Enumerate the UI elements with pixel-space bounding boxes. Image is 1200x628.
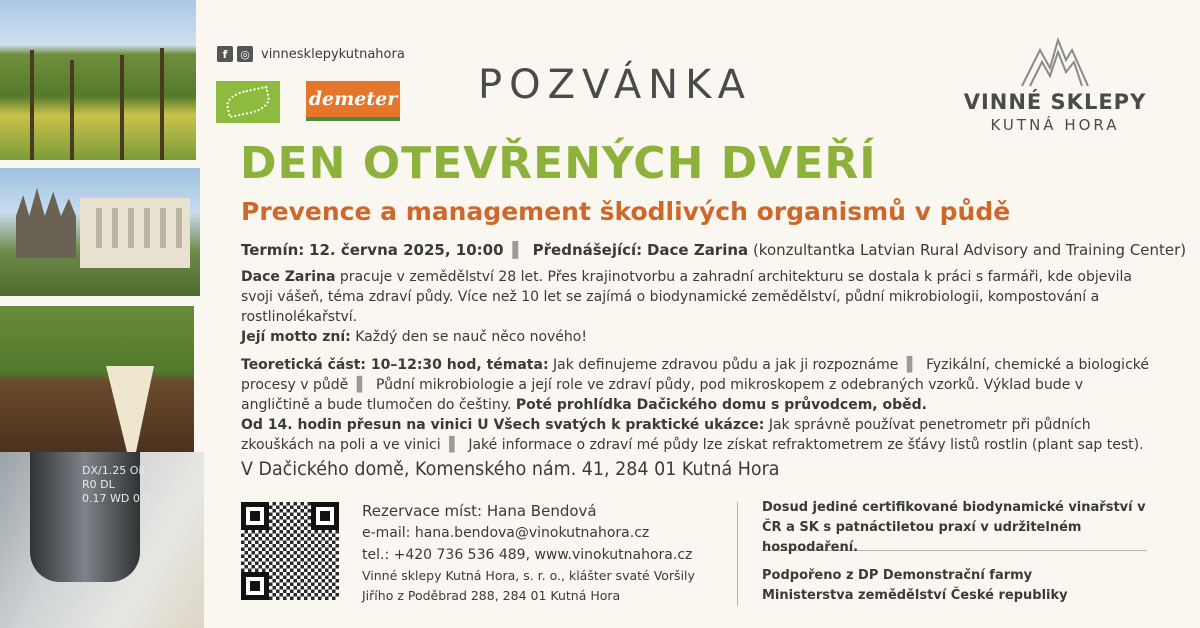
separator: ▌ — [449, 437, 460, 453]
contact-block — [362, 500, 695, 606]
eu-organic-logo — [216, 81, 280, 123]
invitation-title: POZVÁNKA — [478, 62, 752, 108]
brand-logo — [958, 36, 1152, 134]
beet-soil-photo — [0, 306, 194, 452]
social-handle[interactable]: vinnesklepykutnahora — [261, 46, 405, 62]
reservation-title: Rezervace míst: Hana Bendová — [362, 502, 597, 520]
practice-paragraph — [241, 415, 1151, 455]
speaker-org: (konzultantka Latvian Rural Advisory and Training Center) — [752, 241, 1187, 259]
cathedral-photo — [0, 168, 200, 296]
theory-after: Poté prohlídka Dačického domu s průvodcem, oběd. — [515, 397, 927, 413]
theory-paragraph — [241, 355, 1151, 415]
separator: ▌ — [906, 357, 918, 373]
event-address: V Dačického domě, Komenského nám. 41, 284 01 Kutná Hora — [241, 458, 780, 480]
speaker-name: Dace Zarina — [646, 241, 749, 259]
brand-city: KUTNÁ HORA — [990, 116, 1120, 134]
theory-topic: Fyzikální, chemické a biologické procesy v půdě — [241, 357, 1149, 393]
photo-strip — [0, 0, 210, 628]
speaker-label: Přednášející: — [532, 241, 643, 259]
company-line: Vinné sklepy Kutná Hora, s. r. o., klášter svaté Voršily — [362, 568, 695, 583]
instagram-icon[interactable]: ◎ — [237, 46, 253, 62]
company-line: Jiřího z Poděbrad 288, 284 01 Kutná Hora — [362, 588, 621, 603]
event-headline: DEN OTEVŘENÝCH DVEŘÍ — [240, 138, 877, 189]
motto-text: Každý den se nauč něco nového! — [355, 329, 587, 345]
event-details — [241, 240, 1187, 455]
facebook-icon[interactable]: f — [217, 46, 233, 62]
divider — [737, 502, 738, 606]
qr-code[interactable] — [241, 502, 339, 600]
social-links — [217, 46, 405, 62]
contact-phone[interactable]: tel.: +420 736 536 489, www.vinokutnahora.cz — [362, 547, 693, 563]
separator: ▌ — [356, 377, 368, 393]
practice-topic: Jaké informace o zdraví mé půdy lze získat refraktometrem ze šťávy listů rostlin (plant sap test). — [468, 437, 1144, 453]
brand-name: VINNÉ SKLEPY — [963, 90, 1147, 114]
lens-label-line: R0 DL — [82, 478, 115, 491]
bio-paragraph — [241, 267, 1151, 327]
motto-paragraph — [241, 327, 1151, 347]
theory-label: Teoretická část: 10–12:30 hod, témata: — [241, 357, 549, 373]
bio-text: pracuje v zemědělství 28 let. Přes krajinotvorbu a zahradní architekturu se dostala k práci s farmáři, kde objevila svoji vášeň, téma zdraví půdy. Více než 10 let se zajímá o biodynamické zemědělství, půdní mikrobiologii, kompostování a rostlinolékařství. — [241, 269, 1133, 325]
theory-topic: Půdní mikrobiologie a její role ve zdraví půdy, pod mikroskopem z odebraných vzorků. Výklad bude v angličtině a bude tlumočen do češtiny. — [241, 377, 1084, 413]
contact-email[interactable]: e-mail: hana.bendova@vinokutnahora.cz — [362, 525, 650, 541]
practice-topic: Jak správně používat penetrometr při půdních zkouškách na poli a ve vinici — [241, 417, 1091, 453]
bio-name: Dace Zarina — [241, 269, 336, 285]
certification-note: Dosud jediné certifikované biodynamické vinařství v ČR a SK s patnáctiletou praxí v udržitelném hospodaření. — [762, 500, 1146, 555]
event-meta — [241, 240, 1187, 260]
motto-label: Její motto zní: — [241, 329, 351, 345]
practice-label: Od 14. hodin přesun na vinici U Všech svatých k praktické ukázce: — [241, 417, 765, 433]
separator: ▌ — [512, 241, 524, 259]
vineyard-photo — [0, 0, 196, 160]
theory-topic: Jak definujeme zdravou půdu a jak ji rozpoznáme — [553, 357, 899, 373]
support-line: Podpořeno z DP Demonstrační farmy — [762, 568, 1033, 583]
term-value: 12. června 2025, 10:00 — [309, 241, 504, 259]
term-label: Termín: — [241, 241, 305, 259]
demeter-logo: demeter — [306, 81, 400, 121]
lens-label — [82, 464, 150, 506]
support-line: Ministerstva zemědělství České republiky — [762, 588, 1068, 603]
lens-label-line: DX/1.25 Oil — [82, 464, 145, 477]
lens-label-line: 0.17 WD 0.2 — [82, 492, 151, 505]
support-note — [762, 566, 1152, 606]
event-subhead: Prevence a management škodlivých organismů v půdě — [241, 197, 1011, 226]
mountains-icon — [1020, 36, 1090, 88]
eu-leaf-icon — [224, 86, 272, 119]
microscope-photo — [0, 452, 204, 628]
